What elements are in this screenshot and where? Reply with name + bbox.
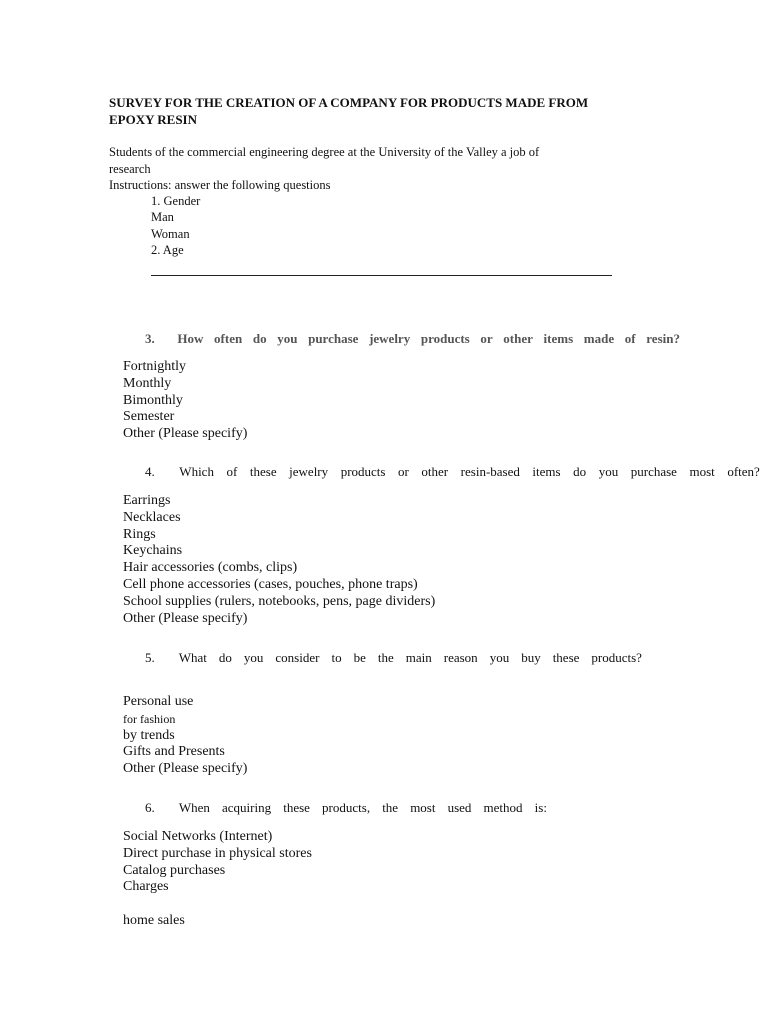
q3-word: How (177, 331, 204, 346)
q6-word: most (410, 800, 436, 815)
q6-word: When (178, 800, 210, 815)
q3-option: Monthly (123, 375, 172, 391)
q1-option-woman: Woman (151, 227, 190, 241)
q6-word: acquiring (222, 800, 272, 815)
q5-option: for fashion (123, 711, 176, 726)
q6-option: Charges (123, 879, 169, 895)
q5-option: Personal use (123, 694, 194, 709)
q3-number: 3. (145, 331, 155, 346)
q4-number: 4. (145, 464, 155, 479)
q4-word: you (598, 464, 619, 479)
q3-word: other (503, 331, 533, 346)
q6-word: products, (322, 800, 371, 815)
q4-word: items (532, 464, 561, 479)
q5-option: Gifts and Presents (123, 744, 225, 760)
q3-word: purchase (308, 331, 359, 346)
q6-option: Social Networks (Internet) (123, 829, 273, 844)
q4-word: of (226, 464, 238, 479)
q5-word: the (377, 650, 394, 665)
q3-word: or (480, 331, 493, 346)
question-4-options (123, 493, 435, 627)
q4-option: Hair accessories (combs, clips) (123, 560, 298, 576)
q1-label: 1. Gender (151, 194, 201, 208)
q5-option: by trends (123, 727, 175, 743)
q6-word: method (483, 800, 523, 815)
q4-option: Other (Please specify) (123, 610, 248, 626)
q6-word: these (283, 800, 310, 815)
q4-word: these (249, 464, 277, 479)
q3-word: items (543, 331, 574, 346)
q5-word: you (243, 650, 264, 665)
q3-word: products (420, 331, 470, 346)
q4-option: Cell phone accessories (cases, pouches, phone traps) (123, 576, 418, 592)
q6-word: used (447, 800, 472, 815)
survey-title: SURVEY FOR THE CREATION OF A COMPANY FOR PRODUCTS MADE FROM EPOXY RESIN (109, 95, 589, 127)
intro-block (109, 144, 579, 194)
q4-option: Earrings (123, 493, 171, 508)
q5-word: reason (443, 650, 478, 665)
q6-number: 6. (145, 800, 155, 815)
question-4 (145, 464, 760, 480)
q1-option-man: Man (151, 210, 174, 224)
question-5-options (123, 694, 247, 778)
question-6-options (123, 829, 312, 896)
q5-word: buy (521, 650, 541, 665)
question-3 (145, 331, 680, 347)
q6-option: Direct purchase in physical stores (123, 845, 312, 861)
intro-text: Students of the commercial engineering degree at the University of the Valley a job of research (109, 145, 540, 176)
q3-option: Semester (123, 409, 175, 425)
q4-word: purchase (630, 464, 677, 479)
q4-option: Necklaces (123, 509, 181, 525)
q4-word: resin-based (460, 464, 520, 479)
q4-option: School supplies (rulers, notebooks, pens, page dividers) (123, 593, 436, 609)
q3-word: of (624, 331, 636, 346)
age-answer-line (151, 275, 612, 276)
q5-word: these (552, 650, 580, 665)
q5-word: main (405, 650, 432, 665)
q3-word: often (214, 331, 243, 346)
q6-option: Catalog purchases (123, 862, 226, 878)
q3-word: made (583, 331, 615, 346)
q3-word: do (252, 331, 267, 346)
q4-word: often? (727, 464, 760, 479)
q3-word: resin? (646, 331, 680, 346)
q4-word: jewelry (289, 464, 329, 479)
q4-option: Keychains (123, 543, 183, 559)
q5-option: Other (Please specify) (123, 761, 248, 777)
q4-option: Rings (123, 526, 156, 542)
q6-word: is: (534, 800, 547, 815)
q5-word: What (178, 650, 207, 665)
q5-word: do (218, 650, 232, 665)
q5-word: products? (591, 650, 642, 665)
question-6-extra-option: home sales (123, 913, 185, 928)
q5-number: 5. (145, 650, 155, 665)
q5-word: you (489, 650, 510, 665)
q3-option: Other (Please specify) (123, 426, 248, 442)
q5-word: consider (275, 650, 320, 665)
question-6 (145, 800, 547, 816)
q5-word: be (353, 650, 366, 665)
q4-word: or (398, 464, 409, 479)
q3-word: jewelry (369, 331, 411, 346)
q3-option: Bimonthly (123, 392, 183, 408)
question-3-options (123, 359, 247, 443)
question-5 (145, 650, 642, 666)
q5-word: to (331, 650, 342, 665)
q3-word: you (277, 331, 298, 346)
q6-word: the (382, 800, 399, 815)
q4-word: Which (179, 464, 214, 479)
q4-word: products (340, 464, 386, 479)
q2-label: 2. Age (151, 243, 184, 257)
instructions-text: Instructions: answer the following questions (109, 178, 331, 192)
q4-word: most (689, 464, 715, 479)
q4-word: do (573, 464, 587, 479)
q4-word: other (421, 464, 449, 479)
q3-option: Fortnightly (123, 359, 187, 374)
